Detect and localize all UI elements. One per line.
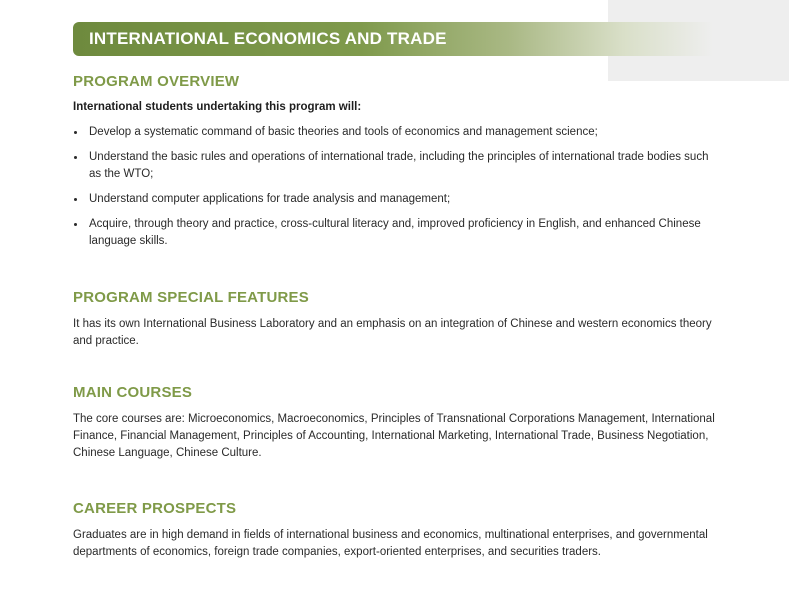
list-item-text: Develop a systematic command of basic theories and tools of economics and management science; bbox=[89, 126, 598, 138]
list-item bbox=[73, 149, 723, 183]
section-program-overview bbox=[73, 73, 723, 258]
features-heading: PROGRAM SPECIAL FEATURES bbox=[73, 289, 309, 306]
section-main-courses bbox=[73, 384, 723, 462]
page-title: INTERNATIONAL ECONOMICS AND TRADE bbox=[89, 29, 447, 48]
bullet-icon bbox=[74, 131, 77, 134]
bullet-icon bbox=[74, 223, 77, 226]
title-banner bbox=[73, 22, 713, 56]
bullet-icon bbox=[74, 198, 77, 201]
overview-bullet-list bbox=[73, 124, 723, 250]
courses-heading: MAIN COURSES bbox=[73, 384, 193, 401]
features-text: It has its own International Business Laboratory and an emphasis on an integration of Chinese and western economics theory and practice. bbox=[73, 318, 712, 347]
list-item-text: Acquire, through theory and practice, cross-cultural literacy and, improved proficiency in English, and enhanced Chinese language skills. bbox=[89, 218, 701, 247]
overview-intro: International students undertaking this program will: bbox=[73, 101, 362, 113]
overview-heading: PROGRAM OVERVIEW bbox=[73, 73, 240, 90]
courses-text: The core courses are: Microeconomics, Macroeconomics, Principles of Transnational Corporations Management, International Finance, Financial Management, Principles of Accounting, International Marketing, International Trade, Business Negotiation, Chinese Language, Chinese Culture. bbox=[73, 413, 715, 459]
list-item bbox=[73, 216, 723, 250]
section-special-features bbox=[73, 289, 723, 350]
list-item bbox=[73, 191, 723, 208]
career-heading: CAREER PROSPECTS bbox=[73, 500, 237, 517]
career-text: Graduates are in high demand in fields of international business and economics, multinational enterprises, and governmental departments of economics, foreign trade companies, export-oriented enterprises, and securities traders. bbox=[73, 529, 708, 558]
section-career-prospects bbox=[73, 500, 723, 561]
list-item-text: Understand computer applications for trade analysis and management; bbox=[89, 193, 451, 205]
list-item-text: Understand the basic rules and operations of international trade, including the principles of international trade bodies such as the WTO; bbox=[89, 151, 709, 180]
bullet-icon bbox=[74, 156, 77, 159]
list-item bbox=[73, 124, 723, 141]
